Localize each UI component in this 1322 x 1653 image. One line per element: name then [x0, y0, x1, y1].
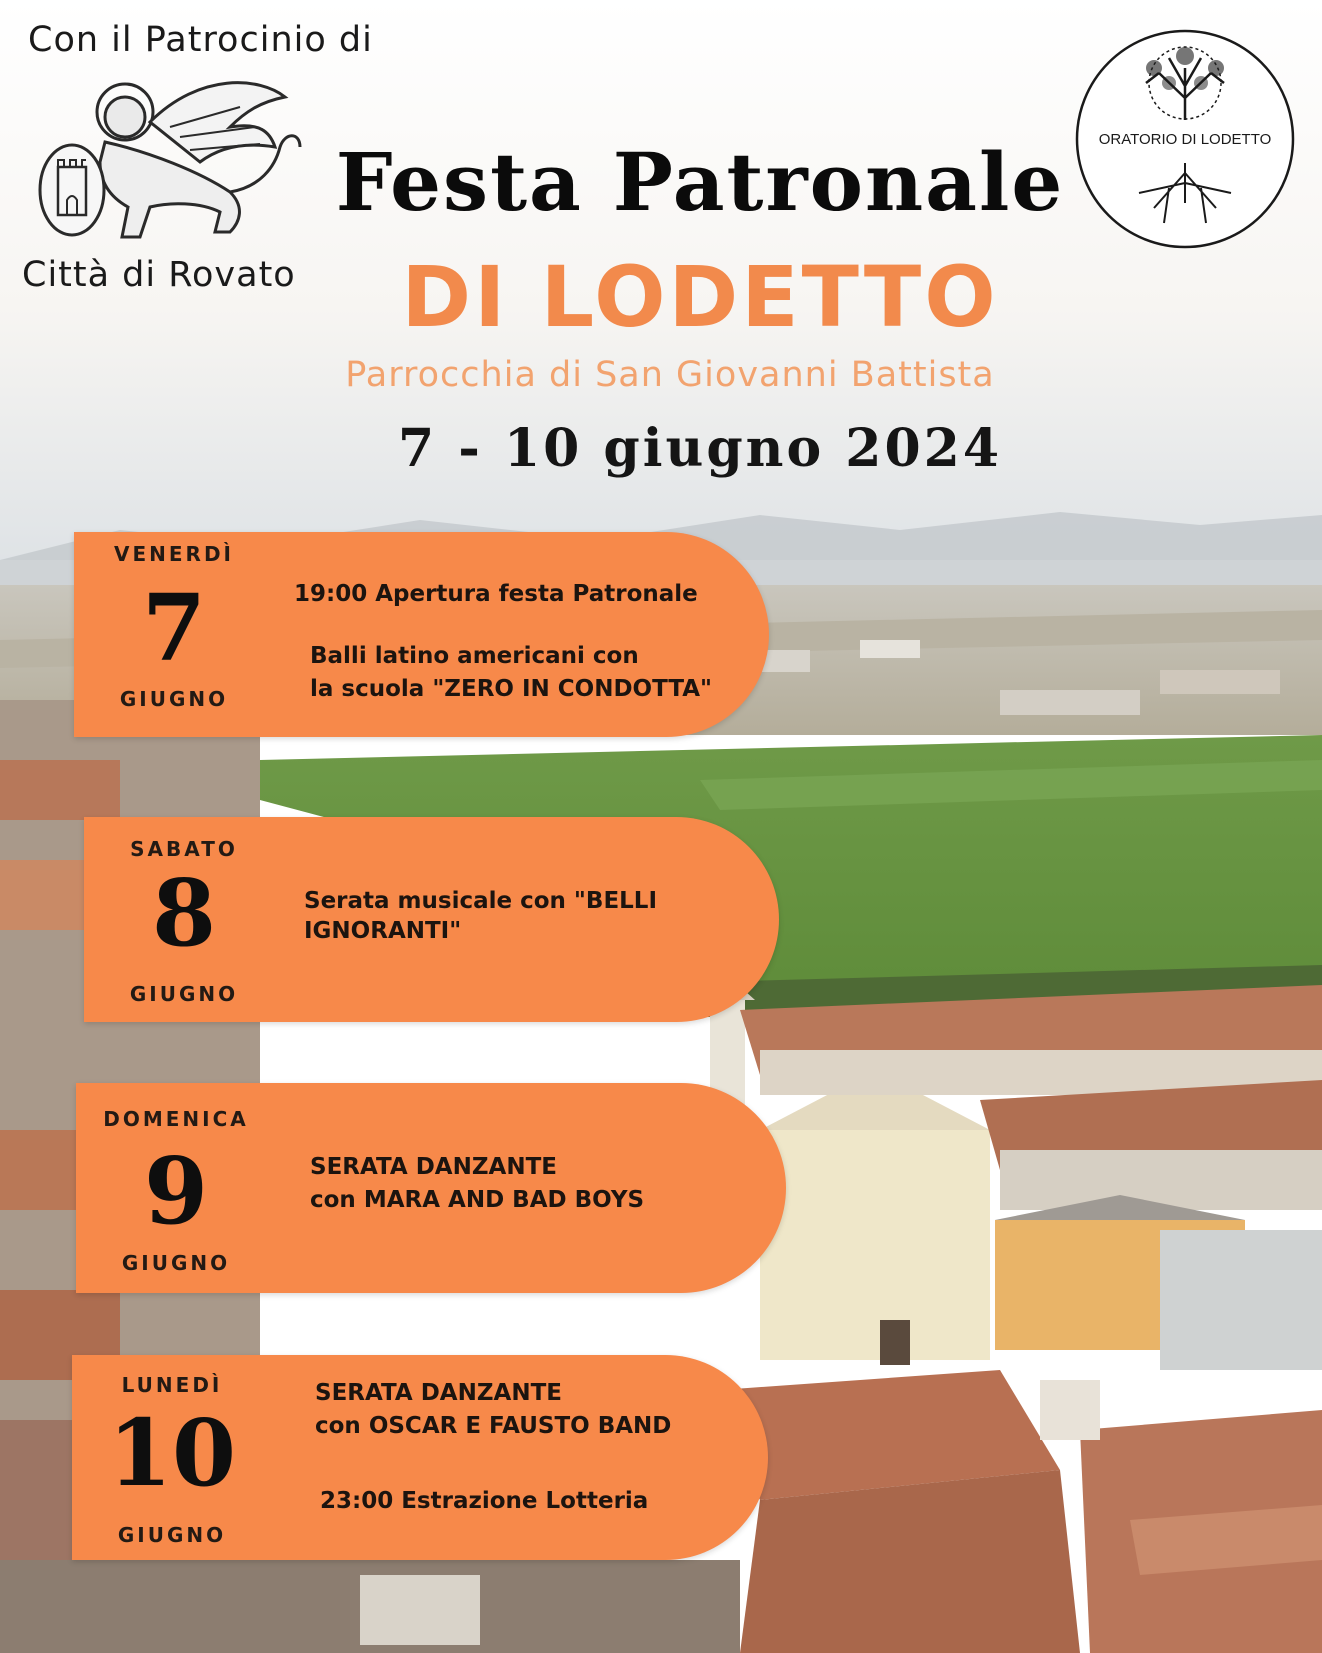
day-name: DOMENICA: [103, 1107, 249, 1131]
patronage-text: Con il Patrocinio di: [28, 20, 373, 60]
day-number: 10: [107, 1399, 237, 1507]
event-line: 19:00 Apertura festa Patronale: [294, 581, 698, 607]
event-dates: 7 - 10 giugno 2024: [397, 418, 1003, 479]
event-subtitle: DI LODETTO: [401, 248, 999, 346]
month-name: GIUGNO: [129, 982, 239, 1006]
city-text: Città di Rovato: [22, 255, 296, 295]
day-number: 8: [151, 859, 216, 967]
day-number: 9: [143, 1137, 208, 1245]
event-line: Serata musicale con "BELLI: [304, 888, 658, 914]
event-line: con MARA AND BAD BOYS: [310, 1187, 645, 1213]
oratorio-logo: [1074, 28, 1296, 250]
event-line: con OSCAR E FAUSTO BAND: [315, 1413, 672, 1439]
event-line: la scuola "ZERO IN CONDOTTA": [310, 676, 713, 702]
day-name: VENERDÌ: [114, 542, 234, 566]
month-name: GIUGNO: [119, 687, 229, 711]
event-line: IGNORANTI": [304, 918, 462, 944]
month-name: GIUGNO: [121, 1251, 231, 1275]
parish-name: Parrocchia di San Giovanni Battista: [345, 355, 995, 395]
event-title: Festa Patronale: [335, 135, 1065, 229]
day-panel-friday: [74, 532, 769, 737]
event-line: SERATA DANZANTE: [315, 1380, 562, 1406]
day-panel-saturday: [84, 817, 779, 1022]
winged-lion-of-saint-mark-icon: [30, 72, 315, 247]
day-panel-sunday: [76, 1083, 786, 1293]
day-panel-monday: [72, 1355, 768, 1560]
day-name: SABATO: [130, 837, 238, 861]
event-line: SERATA DANZANTE: [310, 1154, 557, 1180]
event-line: Balli latino americani con: [310, 643, 639, 669]
event-line: 23:00 Estrazione Lotteria: [320, 1488, 649, 1514]
day-number: 7: [141, 574, 206, 682]
oratorio-logo-text: ORATORIO DI LODETTO: [1098, 131, 1272, 148]
day-name: LUNEDÌ: [121, 1373, 223, 1397]
month-name: GIUGNO: [117, 1523, 227, 1547]
